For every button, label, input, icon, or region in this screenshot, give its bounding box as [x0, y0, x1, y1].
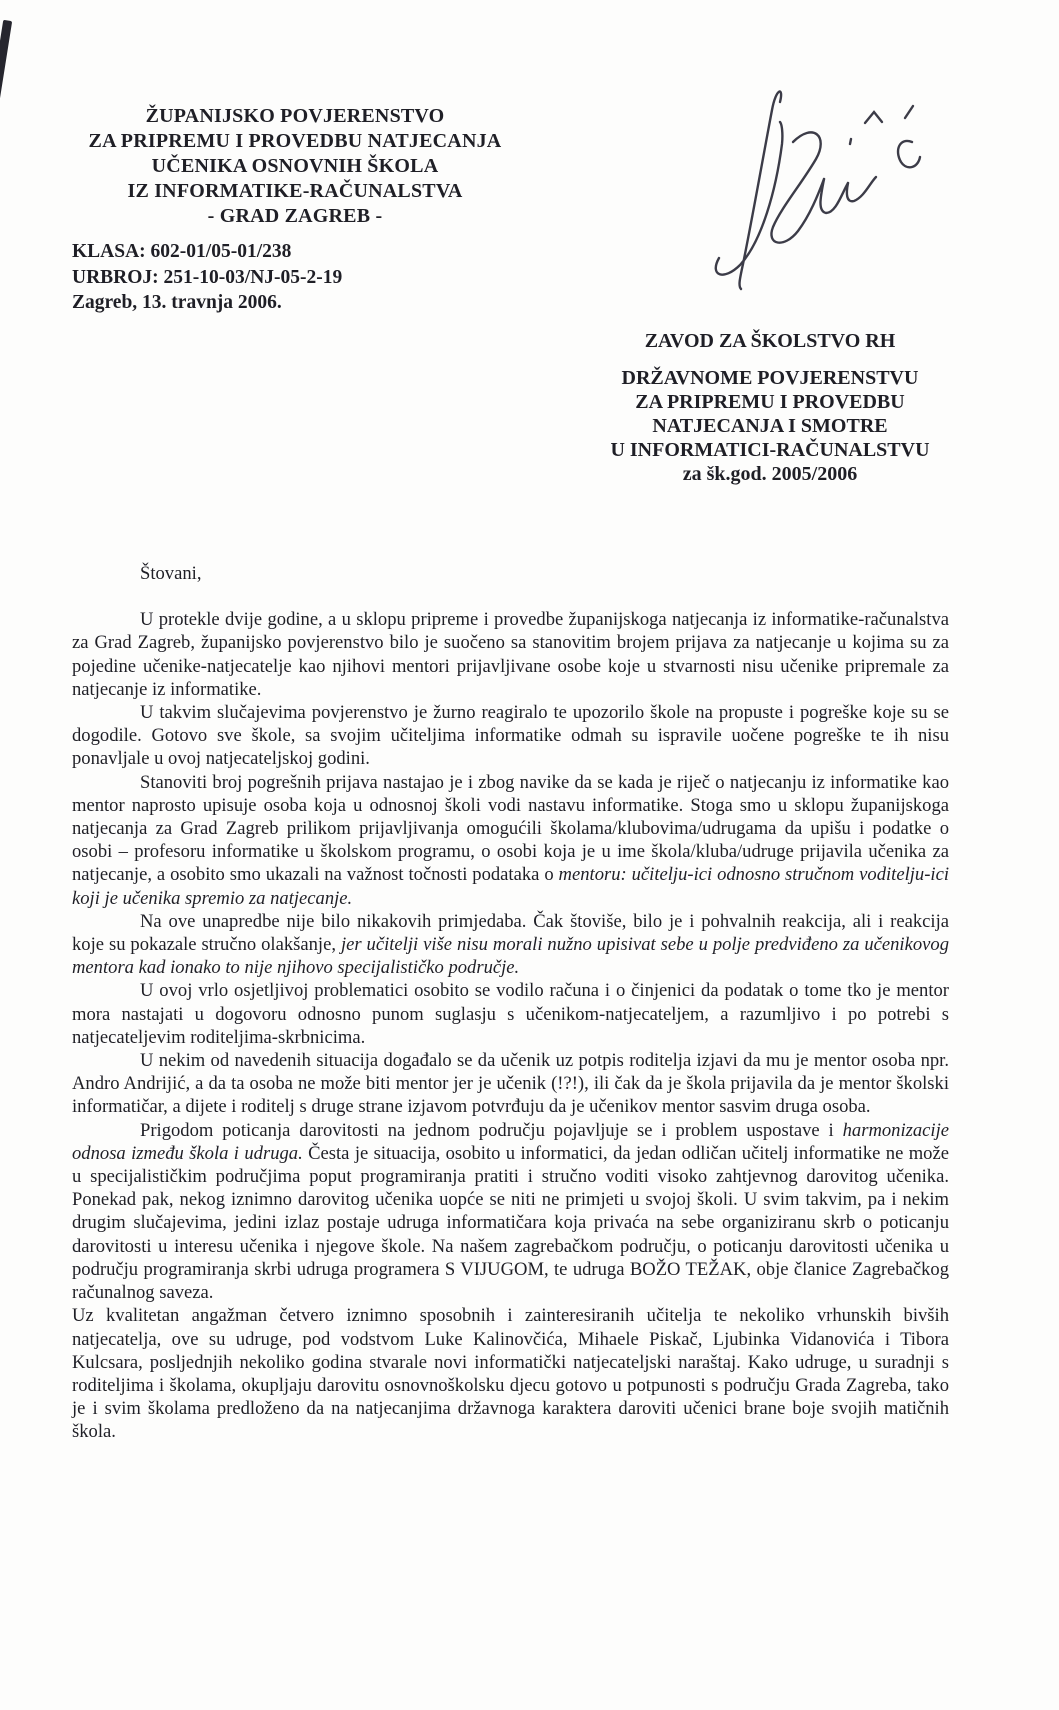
paragraph: [72, 608, 949, 701]
paragraph-run: Uz kvalitetan angažman četvero iznimno sposobnih i zainteresiranih učitelja te nekoliko vrhunskih bivših natjecatelja, ove su udruge, pod vodstvom Luke Kalinovčića, Mihaele Piskač, Ljubinka Vidanovića i Tibora Kulcsara, posljednjih nekoliko godina stvarale novi informatički natjecateljski naraštaj. Kako udruge, u suradnji s roditeljima i školama, okupljaju darovitu osnovnoškolsku djecu gotovo u potpunosti s području Grada Zagreba, tako je i svim školama predloženo da na natjecanjima državnoga karaktera daroviti učenici brane boje svojih matičnih škola.: [72, 1305, 949, 1443]
signature-icon: [683, 78, 923, 296]
place-date-line: Zagreb, 13. travnja 2006.: [72, 292, 282, 313]
recipient-school-year: za šk.god. 2005/2006: [682, 463, 858, 485]
paragraph: [72, 1049, 949, 1119]
paragraph-run: Česta je situacija, osobito u informatici, da jedan odličan učitelj informatike ne može u specijalističkim područjima poput programiranja pratiti i stručno voditi visoko zahtjevnog darovitog učenika. Ponekad pak, nekog iznimno darovitog učenika uopće se niti ne primjeti u svojoj školi. U svim takvim, pa i nekim drugim slučajevima, jedini izlaz postaje udruga informatičara koja privaća na sebe organiziranu skrb o poticanju darovitosti u interesu učenika i njegove škole. Na našem zagrebačkom području, o poticanju darovitosti učenika u području programiranja skrbi udruga programera S VIJUGOM, te udruga BOŽO TEŽAK, obje članice Zagrebačkog računalnog saveza.: [72, 1142, 949, 1304]
salutation: Štovani,: [140, 563, 202, 584]
paragraph-run-italic: mentoru: učitelju-ici odnosno stručnom voditelju-ici koji je učenika spremio za natjecanje.: [72, 864, 949, 909]
recipient-line: DRŽAVNOME POVJERENSTVU: [621, 367, 919, 389]
recipient-line: NATJECANJA I SMOTRE: [652, 415, 888, 437]
paragraph-run: Stanoviti broj pogrešnih prijava nastajao je i zbog navike da se kada je riječ o natjecanju iz informatike kao mentor naprosto upisuje osoba koja u odnosnoj školi vodi nastavu informatike. Stoga smo u sklopu županijskoga natjecanja za Grad Zagreb prilikom prijavljivanja omogućili školama/klubovima/udrugama da upišu i podatke o osobi – profesoru informatike u školskom programu, o osobi koja je u ime škola/kluba/udruge prijavila učenika za natjecanje, a osobito smo ukazali na važnost točnosti podataka o: [72, 771, 949, 886]
sender-line: - GRAD ZAGREB -: [207, 205, 383, 227]
paragraph-run: Na ove unapredbe nije bilo nikakovih primjedaba. Čak štoviše, bilo je i pohvalnih reakcija, ali i reakcija koje su pokazale stručno olakšanje,: [72, 910, 949, 956]
sender-line: ŽUPANIJSKO POVJERENSTVO: [145, 105, 445, 127]
paragraph-run-italic: jer učitelji više nisu morali nužno upisivat sebe u polje predviđeno za učenikovog mentora kad ionako to nije njihovo specijalističko područje.: [72, 934, 949, 979]
sender-block: [85, 104, 505, 229]
scan-artifact-mark: [0, 20, 12, 100]
urbroj-line: URBROJ: 251-10-03/NJ-05-2-19: [72, 266, 343, 288]
paragraph-run: U nekim od navedenih situacija događalo se da učenik uz potpis roditelja izjavi da mu je mentor osoba npr. Andro Andrijić, a da ta osoba ne može biti mentor jer je učenik (!?!), ili čak da je škola prijavila da je mentor školski informatičar, a dijete i roditelj s druge strane izjavom potvrđuju da je učenikov mentor sasvim druga osoba.: [72, 1050, 949, 1118]
reference-block: [72, 239, 342, 316]
paragraph-run-italic: harmonizacije odnosa između škola i udruga.: [72, 1119, 949, 1164]
sender-line: UČENIKA OSNOVNIH ŠKOLA: [151, 155, 439, 177]
sender-line: IZ INFORMATIKE-RAČUNALSTVA: [127, 180, 463, 202]
recipient-line: U INFORMATICI-RAČUNALSTVU: [610, 439, 930, 461]
paragraph: [72, 979, 949, 1049]
klasa-line: KLASA: 602-01/05-01/238: [72, 241, 292, 262]
recipient-block: [575, 329, 965, 486]
paragraph: [72, 1119, 949, 1305]
paragraph: [72, 1304, 949, 1443]
recipient-line: ZA PRIPREMU I PROVEDBU: [635, 391, 905, 413]
letter-body: [72, 562, 949, 1444]
recipient-institution: ZAVOD ZA ŠKOLSTVO RH: [644, 330, 896, 352]
paragraph: [72, 910, 949, 980]
paragraph-run: U protekle dvije godine, a u sklopu pripreme i provedbe županijskoga natjecanja iz informatike-računalstva za Grad Zagreb, županijsko povjerenstvo bilo je suočeno sa stanovitim brojem prijava za natjecanje u kojima su za pojedine učenike-natjecatelje kao njihovi mentori prijavljivane osobe koje u stvarnosti nisu učenike pripremale za natjecanje iz informatike.: [72, 609, 949, 700]
paragraph: [72, 701, 949, 771]
paragraph-run: Prigodom poticanja darovitosti na jednom području pojavljuje se i problem uspostave i: [140, 1119, 843, 1141]
paragraph: [72, 771, 949, 910]
paragraph-run: U ovoj vrlo osjetljivoj problematici osobito se vodilo računa i o činjenici da podatak o tome tko je mentor mora nastajati u dogovoru odnosno punom suglasju s učenikom-natjecateljem, a razumljivo i po potrebi s natjecateljevim roditeljima-skrbnicima.: [72, 980, 949, 1048]
paragraph-run: U takvim slučajevima povjerenstvo je žurno reagiralo te upozorilo škole na propuste i pogreške koje su se dogodile. Gotovo sve škole, sa svojim učiteljima informatike odmah su ispravile uočene pogreške te ih nisu ponavljale u ovoj natjecateljskoj godini.: [72, 702, 949, 770]
sender-line: ZA PRIPREMU I PROVEDBU NATJECANJA: [88, 130, 502, 152]
